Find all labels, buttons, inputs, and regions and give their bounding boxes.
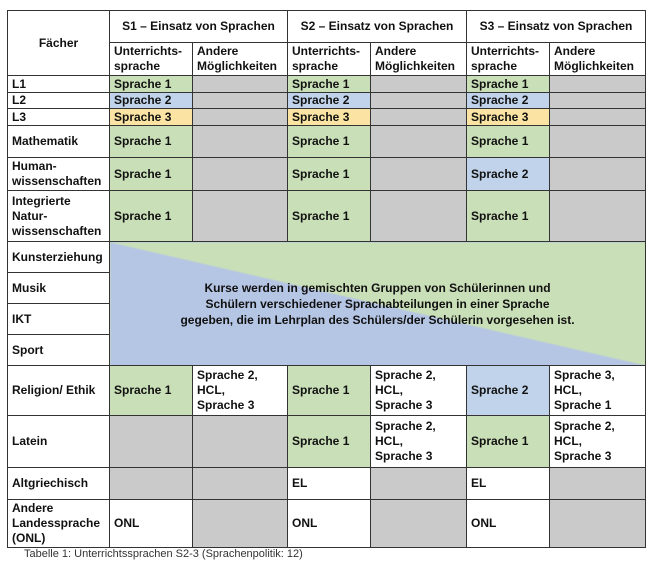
cell-text-line: Sprache 3 [375,398,433,412]
subject-cell [8,191,110,242]
cell-text-line: Andere [554,44,596,58]
cell-text-line: Natur- [12,208,48,223]
language-cell [193,76,288,93]
language-cell [110,416,193,468]
cell-text-line: Sprache 1 [292,76,350,91]
cell-text-line: HCL, [197,383,225,397]
cell-text-line: Sprache 3, [554,368,615,382]
cell-text-line: Sprache 3 [292,109,350,124]
cell-text-line: Schülern verschiedener Sprachabteilungen in einer Sprache [205,296,550,311]
language-cell [288,191,371,242]
subjects-header: Fächer [8,11,110,76]
language-cell [467,109,550,126]
language-cell [550,191,646,242]
cell-text-line: Unterrichts- [114,44,183,58]
language-cell [288,93,371,109]
language-cell [467,468,550,500]
cell-text-line: Sprache 3 [554,449,612,463]
language-cell [288,500,371,548]
cell-text-line: Sprache 2 [471,383,529,397]
language-cell [467,500,550,548]
language-cell [371,93,467,109]
language-cell [467,93,550,109]
cell-text-line: wissenschaften [12,223,102,238]
language-cell [371,366,467,416]
language-cell [110,468,193,500]
cell-text-line: Latein [12,434,48,448]
subject-cell [8,93,110,109]
language-cell [110,158,193,191]
cell-text-line: Altgriechisch [12,476,89,490]
cell-text-line: sprache [114,59,161,73]
cell-text-line: Sprache 1 [554,398,612,412]
subject-cell [8,500,110,548]
table-row [8,191,646,242]
language-cell [371,109,467,126]
subheader-andere-s2 [371,43,467,76]
cell-text-line: Sprache 3 [197,398,255,412]
language-cell [371,158,467,191]
group-header-s1: S1 – Einsatz von Sprachen [110,11,288,43]
subject-cell [8,158,110,191]
language-cell [550,126,646,158]
cell-text-line: Sprache 1 [471,76,529,91]
cell-text-line: Human- [12,159,57,173]
mixed-groups-note [110,242,646,366]
language-cell [110,126,193,158]
language-cell [550,500,646,548]
cell-text-line: Integrierte [12,193,71,208]
subheader-andere-s1 [193,43,288,76]
language-cell [550,416,646,468]
cell-text-line: HCL, [554,383,582,397]
cell-text-line: Möglichkeiten [197,59,278,73]
subject-cell [8,416,110,468]
cell-text-line: Sprache 2 [114,93,172,107]
language-cell [193,366,288,416]
cell-text-line: Sprache 3 [375,449,433,463]
language-cell [288,126,371,158]
subheader-unterricht-s3 [467,43,550,76]
cell-text-line: Sprache 3 [114,109,172,124]
language-cell [288,158,371,191]
language-cell [371,76,467,93]
cell-text-line: Unterrichts- [292,44,361,58]
cell-text-line: ONL [471,516,497,530]
cell-text-line: Andere [375,44,417,58]
language-cell [550,76,646,93]
cell-text-line: Sprache 1 [114,134,172,148]
subheader-unterricht-s1 [110,43,193,76]
language-cell [550,109,646,126]
table-row [8,242,646,273]
language-cell [288,109,371,126]
cell-text-line: Andere [197,44,239,58]
language-cell [110,191,193,242]
cell-text-line: Sprache 1 [114,166,172,181]
cell-text-line: HCL, [375,434,403,448]
cell-text-line: sprache [471,59,518,73]
cell-text-line: gegeben, die im Lehrplan des Schülers/der Schülerin vorgesehen ist. [180,312,575,327]
language-cell [467,191,550,242]
cell-text-line: Sprache 1 [292,383,350,397]
cell-text-line: Sprache 2, [554,419,615,433]
cell-text-line: Sprache 2, [375,368,436,382]
language-cell [467,366,550,416]
cell-text-line: L3 [12,109,27,124]
language-cell [288,468,371,500]
table-row [8,366,646,416]
subject-cell [8,366,110,416]
language-cell [550,468,646,500]
subject-cell: Sport [8,335,110,366]
cell-text-line: ONL [114,516,140,530]
language-cell [467,158,550,191]
language-cell [193,109,288,126]
language-cell [467,76,550,93]
cell-text-line: Kurse werden in gemischten Gruppen von Schülerinnen und [204,280,551,295]
cell-text-line: wissenschaften [12,174,102,188]
language-cell [371,126,467,158]
cell-text-line: Andere [12,501,54,515]
language-cell [193,93,288,109]
table-row [8,109,646,126]
cell-text-line: Sprache 1 [114,76,172,91]
language-cell [288,416,371,468]
language-cell [193,416,288,468]
cell-text-line: Landessprache [12,516,101,530]
group-header-s3: S3 – Einsatz von Sprachen [467,11,646,43]
language-cell [371,416,467,468]
cell-text-line: Sprache 2 [471,93,529,107]
cell-text-line: Religion/ Ethik [12,383,96,397]
language-cell [467,126,550,158]
subject-cell [8,76,110,93]
cell-text-line: L1 [12,76,27,91]
language-cell [550,93,646,109]
table-row [8,416,646,468]
language-cell [110,366,193,416]
language-cell [193,468,288,500]
cell-text-line: Sprache 1 [292,434,350,448]
language-cell [371,500,467,548]
cell-text-line: Sprache 1 [292,134,350,148]
table-row [8,76,646,93]
language-cell [110,76,193,93]
language-cell [371,191,467,242]
cell-text-line: EL [292,476,308,490]
subject-cell: Kunsterziehung [8,242,110,273]
table-row [8,500,646,548]
cell-text-line: Sprache 2, [197,368,258,382]
language-cell [288,366,371,416]
language-cell [110,109,193,126]
cell-text-line: Möglichkeiten [554,59,635,73]
table-caption: Tabelle 1: Unterrichtssprachen S2-3 (Sprachenpolitik: 12) [24,548,303,560]
language-table [7,10,646,548]
language-cell [193,158,288,191]
cell-text-line: Sprache 2 [471,166,529,181]
cell-text-line: HCL, [554,434,582,448]
language-cell [550,158,646,191]
cell-text-line: Sprache 1 [471,134,529,148]
subject-cell [8,468,110,500]
language-cell [110,500,193,548]
language-cell [193,191,288,242]
cell-text-line: Sprache 1 [471,434,529,448]
table-row [8,468,646,500]
cell-text-line: Sprache 1 [114,383,172,397]
cell-text-line: Sprache 1 [292,166,350,181]
language-cell [110,93,193,109]
subheader-unterricht-s2 [288,43,371,76]
table-row [8,126,646,158]
cell-text-line: Sprache 3 [471,109,529,124]
cell-text-line: Sprache 2 [292,93,350,107]
cell-text-line: HCL, [375,383,403,397]
cell-text-line: Sprache 1 [114,208,172,223]
cell-text-line: Sprache 2, [375,419,436,433]
cell-text-line: L2 [12,93,27,107]
cell-text-line: Möglichkeiten [375,59,456,73]
cell-text-line: Sprache 1 [292,208,350,223]
cell-text-line: Unterrichts- [471,44,540,58]
cell-text-line: sprache [292,59,339,73]
group-header-s2: S2 – Einsatz von Sprachen [288,11,467,43]
subject-cell: Musik [8,273,110,304]
language-cell [193,126,288,158]
subject-cell [8,126,110,158]
cell-text-line: Mathematik [12,134,79,148]
cell-text-line: (ONL) [12,531,46,545]
cell-text-line: ONL [292,516,318,530]
subject-cell: IKT [8,304,110,335]
table-row [8,93,646,109]
subject-cell [8,109,110,126]
language-cell [371,468,467,500]
cell-text-line: Sprache 1 [471,208,529,223]
language-cell [288,76,371,93]
table-row [8,158,646,191]
language-cell [550,366,646,416]
language-cell [193,500,288,548]
cell-text-line: EL [471,476,487,490]
mixed-groups-text [110,280,645,328]
language-cell [467,416,550,468]
subheader-andere-s3 [550,43,646,76]
